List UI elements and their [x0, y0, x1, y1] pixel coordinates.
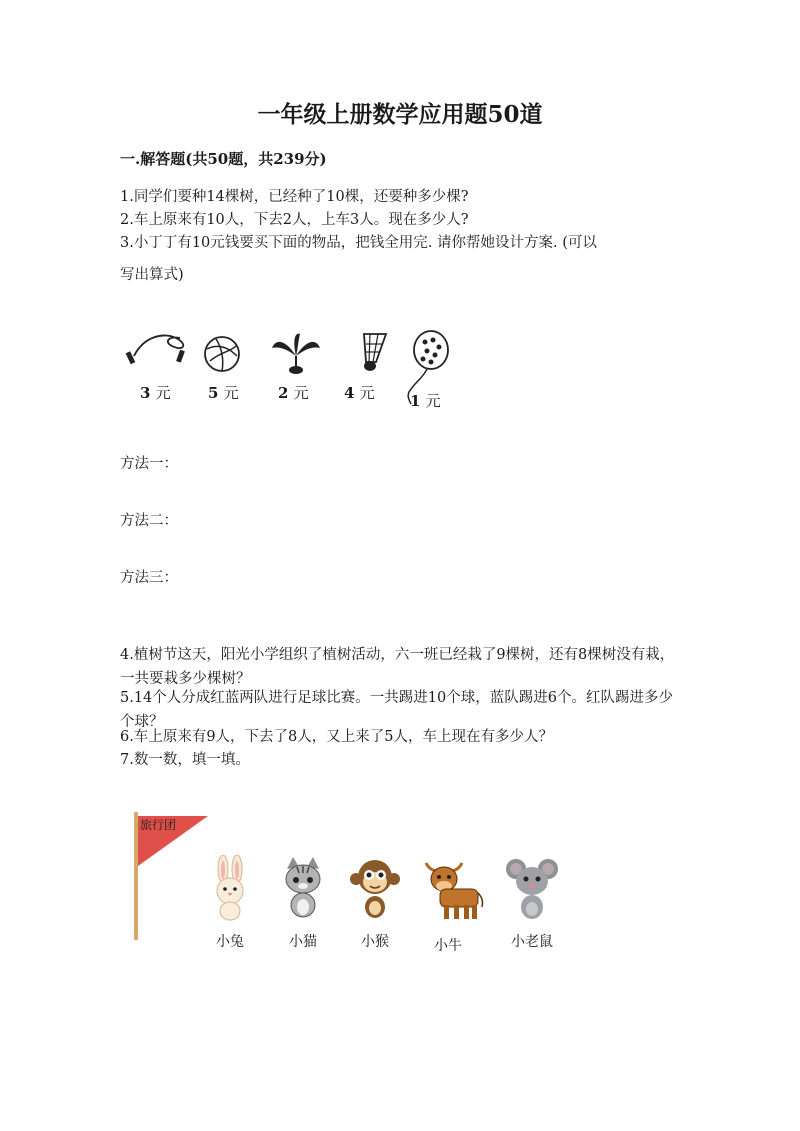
animal-cat	[273, 855, 333, 951]
question-3-line-2: 写出算式)	[120, 267, 184, 283]
price-shuttlecock-toy: 2 元	[278, 384, 309, 402]
jump-rope-icon	[124, 332, 194, 372]
animal-monkey	[345, 855, 405, 951]
mouse-icon	[502, 855, 562, 921]
animal-mouse	[502, 855, 562, 951]
method-1: 方法一：	[120, 456, 178, 472]
ball-icon	[202, 334, 242, 374]
animal-ox	[418, 855, 478, 955]
cat-icon	[277, 855, 329, 921]
shopping-items	[120, 330, 480, 420]
page-title: 一年级上册数学应用题50道	[257, 101, 543, 128]
question-1: 1.同学们要种14棵树，已经种了10棵，还要种多少棵?	[120, 189, 469, 205]
price-badminton: 4 元	[344, 384, 375, 402]
animal-name-cat: 小猫	[289, 934, 317, 950]
animal-name-ox: 小牛	[434, 938, 462, 954]
animal-rabbit	[200, 855, 260, 951]
section-heading: 一.解答题(共50题，共239分)	[120, 150, 327, 168]
question-5: 5.14个人分成红蓝两队进行足球比赛。一共踢进10个球，蓝队踢进6个。红队踢进多少个球？	[120, 690, 673, 730]
question-3-line-1: 3.小丁丁有10元钱要买下面的物品，把钱全用完. 请你帮她设计方案. (可以	[120, 235, 597, 251]
method-3: 方法三：	[120, 570, 178, 586]
animal-name-monkey: 小猴	[361, 934, 389, 950]
question-7: 7.数一数，填一填。	[120, 752, 250, 768]
shuttlecock-toy-icon	[268, 330, 324, 378]
price-ball: 5 元	[208, 384, 239, 402]
method-2: 方法二：	[120, 513, 178, 529]
question-6: 6.车上原来有9人，下去了8人，又上来了5人，车上现在有多少人？	[120, 729, 554, 745]
ox-icon	[418, 855, 486, 925]
question-4: 4.植树节这天，阳光小学组织了植树活动，六一班已经栽了9棵树，还有8棵树没有栽，一共要栽多少棵树？	[120, 647, 675, 687]
rabbit-icon	[205, 855, 255, 921]
price-balloon: 1 元	[410, 392, 441, 410]
animal-name-rabbit: 小兔	[216, 934, 244, 950]
price-jump-rope: 3 元	[140, 384, 171, 402]
question-2: 2.车上原来有10人，下去2人，上车3人。现在多少人?	[120, 212, 469, 228]
flag-label: 旅行团	[140, 818, 177, 832]
animal-name-mouse: 小老鼠	[511, 934, 553, 950]
monkey-icon	[348, 855, 402, 921]
badminton-icon	[350, 330, 390, 376]
